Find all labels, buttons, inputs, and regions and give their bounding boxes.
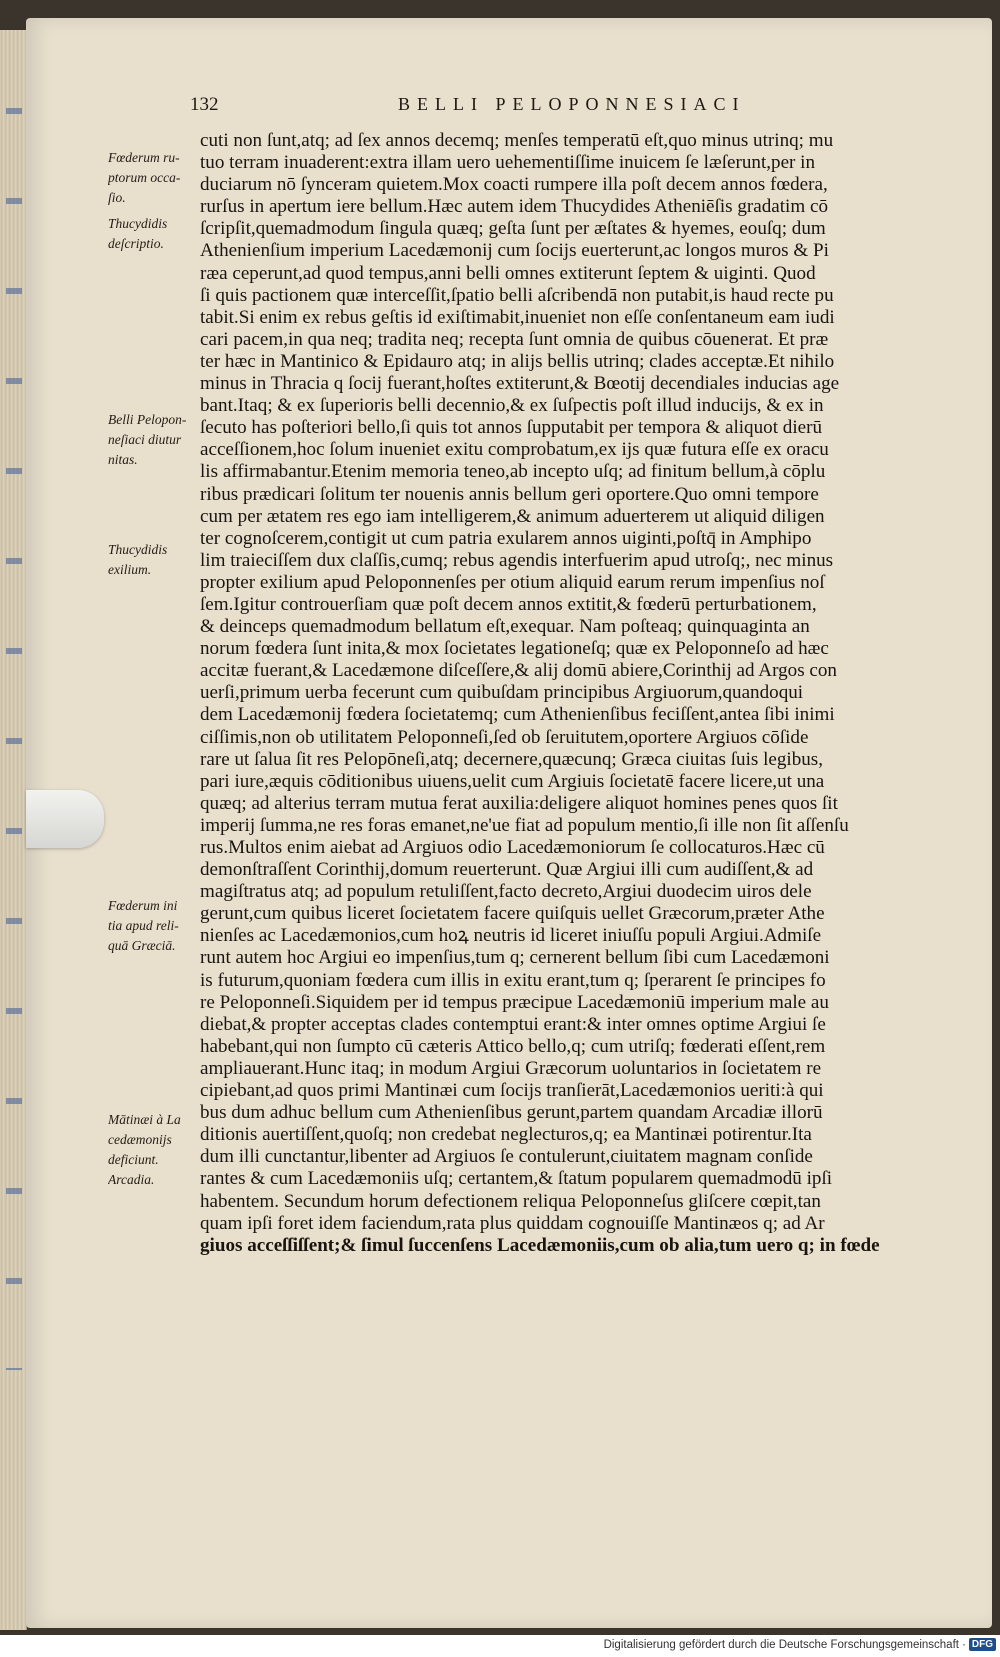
margin-note-line: Arcadia. <box>108 1172 155 1187</box>
margin-note-line: Fœderum ru- <box>108 150 180 165</box>
text-line: ribus prædicari ſolitum ter nouenis annis bellum geri oportere.Quo omni tempore <box>200 483 819 505</box>
text-line: Athenienſium imperium Lacedæmonij cum ſocijs euerterunt,ac longos muros & Pi <box>200 240 829 262</box>
dfg-logo: DFG <box>969 1638 996 1651</box>
book-fore-edge <box>0 30 27 1630</box>
text-line: gerunt,cum quibus liceret ſocietatem facere quiſquis uellet Græcorum,præter Athe <box>200 903 825 925</box>
margin-note <box>108 896 198 956</box>
text-line: quam ipſi foret idem faciendum,rata plus quiddam cognouiſſe Mantinæos q; ad Ar <box>200 1212 825 1234</box>
text-line: imperij ſumma,ne res foras emanet,ne'ue fiat ad populum mentio,ſi ille non ſit aſſenſu <box>200 814 849 836</box>
text-line: rantes & cum Lacedæmoniis uſq; certantem,& ſtatum popularem quemadmodū ipſi <box>200 1168 833 1190</box>
margin-note <box>108 214 198 254</box>
page-clip <box>26 790 104 848</box>
margin-note-line: deficiunt. <box>108 1152 159 1167</box>
margin-note-line: neſiaci diutur <box>108 432 182 447</box>
text-line: habebant,qui non ſumpto cū cæteris Attico bello,q; cum utriſq; fœderati eſſent,rem <box>200 1035 826 1057</box>
margin-note-line: Belli Pelopon- <box>108 412 187 427</box>
margin-note-line: ptorum occa- <box>108 170 181 185</box>
text-line: ampliauerant.Hunc itaq; in modum Argiui Græcorum uoluntarios in ſocietatem re <box>200 1057 822 1079</box>
text-line: cari pacem,in qua neq; tradita neq; recepta ſunt omnia de quibus cōuenerat. Et præ <box>200 328 829 350</box>
text-line: ſecuto has poſteriori bello,ſi quis tot annos ſupputabit per tempora & aliquot dierū <box>200 417 823 439</box>
text-line: bus dum adhuc bellum cum Athenienſibus gerunt,partem quandam Arcadiæ illorū <box>200 1102 823 1124</box>
text-line: rurſus in apertum iere bellum.Hæc autem idem Thucydides Atheniēſis gradatim cō <box>200 196 828 218</box>
text-line: duciarum nō ſynceram quietem.Mox coacti rumpere illa poſt decem annos fœdera, <box>200 174 828 196</box>
margin-note-line: ſio. <box>108 190 126 205</box>
text-line: diebat,& propter acceptas clades contemptui erant:& inter omnes optime Argiui ſe <box>200 1013 826 1035</box>
margin-note-line: tia apud reli- <box>108 918 179 933</box>
text-line: lis affirmabantur.Etenim memoria teneo,ab incepto uſq; ad finitum bellum,à cōplu <box>200 461 826 483</box>
margin-note <box>108 410 198 470</box>
text-line: acceſſionem,hoc ſolum inueniet exitu comprobatum,ex ijs quæ futura eſſe ex oracu <box>200 439 829 461</box>
text-line: ſi quis pactionem quæ interceſſit,ſpatio belli aſcribendā non putabit,is haud recte pu <box>200 284 834 306</box>
margin-note-line: nitas. <box>108 452 138 467</box>
text-line: cuti non ſunt,atq; ad ſex annos decemq; menſes temperatū eſt,quo minus utrinq; mu <box>200 130 834 151</box>
text-line: demonſtraſſent Corinthij,domum reuerterunt. Quæ Argiui illi cum audiſſent,& ad <box>200 859 814 881</box>
text-line: ciſſimis,non ob utilitatem Peloponneſi,ſed ob ſeruitutem,oportere Argiuos cōſide <box>200 726 809 748</box>
running-title: BELLI PELOPONNESIACI <box>398 94 746 114</box>
text-line: accitæ fuerant,& Lacedæmone diſceſſere,& alij domū abiere,Corinthij ad Argos con <box>200 660 837 682</box>
text-line: cipiebant,ad quos primi Mantinæi cum ſocijs tranſierāt,Lacedæmonios ueriti:à qui <box>200 1080 824 1102</box>
text-line: lim traieciſſem dux claſſis,cumq; rebus agendis interfuerim apud utroſq;, nec minus <box>200 549 834 571</box>
text-line: tabit.Si enim ex rebus geſtis id exiſtimabit,inueniet non eſſe conſentaneum eam iudi <box>200 306 835 328</box>
footer-credit: Digitalisierung gefördert durch die Deutsche Forschungsgemeinschaft · <box>603 1639 966 1651</box>
text-line: magiſtratus atq; ad populum retuliſſent,facto decreto,Argiui duodecim uiros dele <box>200 881 812 903</box>
margin-note <box>108 540 198 580</box>
text-line: is futurum,quoniam fœdera cum illis in exitu erant,tum q; ſperarent ſe principes fo <box>200 969 826 991</box>
footer-bar <box>0 1635 1000 1657</box>
running-head <box>190 94 990 118</box>
text-line: re Peloponneſi.Siquidem per id tempus præcipue Lacedæmoniū imperium male au <box>200 991 829 1013</box>
margin-note-line: Thucydidis <box>108 542 168 557</box>
text-line: rare ut ſalua ſit res Pelopōneſi,atq; decernere,quæcunq; Græca ciuitas ſuis legibus, <box>200 748 824 770</box>
text-line: giuos acceſſiſſent;& ſimul ſuccenſens Lacedæmoniis,cum ob alia,tum uero q; in fœde <box>200 1234 880 1256</box>
text-line: pari iure,æquis cōditionibus uiuens,uelit cum Argiuis ſocietatē facere licere,ut una <box>200 770 825 792</box>
margin-note-line: Mātinæi à La <box>108 1112 181 1127</box>
text-line: ſem.Igitur controuerſiam quæ poſt decem annos extitit,& fœderū perturbationem, <box>200 593 817 615</box>
margin-note <box>108 148 198 208</box>
text-line: ditionis auertiſſent,quoſq; non credebat neglecturos,q; ea Mantinæi potirentur.Ita <box>200 1124 812 1146</box>
text-line: norum fœdera ſunt inita,& mox ſocietates legationeſq; quæ ex Peloponneſo ad hæc <box>200 638 829 660</box>
text-line: dum illi cunctantur,libenter ad Argiuos ſe contulerunt,ciuitatem magnam conſide <box>200 1146 813 1168</box>
text-line: quæq; ad alterius terram mutua ferat auxilia:deligere aliquot homines penes quos ſit <box>200 792 838 814</box>
text-line: runt autem hoc Argiui eo impenſius,tum q; cernerent bellum ſibi cum Lacedæmoni <box>200 947 830 969</box>
margin-note-line: Fœderum ini <box>108 898 178 913</box>
text-line: ter hæc in Mantinico & Epidauro atq; in alijs bellis utrinq; clades acceptæ.Et nihilo <box>200 350 835 372</box>
margin-note-line: cedæmonijs <box>108 1132 172 1147</box>
text-line: ræa ceperunt,ad quod tempus,anni belli omnes extiterunt ſeptem & uiginti. Quod <box>200 262 816 284</box>
folio-number: 132 <box>190 94 219 115</box>
binding-marks <box>6 70 22 1370</box>
margin-note-line: quā Græciā. <box>108 938 176 953</box>
text-line: propter exilium apud Peloponnenſes per otium aliquid earum rerum impenſius noſ <box>200 571 825 593</box>
text-line: bant.Itaq; & ex ſuperioris belli decennio,& ex ſuſpectis poſt illud inducijs, & ex in <box>200 395 824 417</box>
margin-note-line: exilium. <box>108 562 152 577</box>
body-text <box>200 130 962 1257</box>
text-line: rus.Multos enim aiebat ad Argiuos odio Lacedæmoniorum ſe collocaturos.Hæc cū <box>200 837 825 858</box>
text-line: minus in Thracia q ſocij fuerant,hoſtes extiterunt,& Bœotij decendiales inducias age <box>200 373 840 395</box>
text-line: ter cognoſcerem,contigit ut cum patria exularem annos uiginti,poſtq̄ in Amphipo <box>200 527 812 549</box>
margin-note <box>108 1110 198 1190</box>
text-line: cum per ætatem res ego iam intelligerem,& animum aduerterem ut aliquid diligen <box>200 505 825 527</box>
text-line: nienſes ac Lacedæmonios,cum hoꝝ neutris id liceret iniuſſu populi Argiui.Admiſe <box>200 925 822 947</box>
text-line: dem Lacedæmonij fœdera ſocietatemq; cum Athenienſibus feciſſent,antea ſibi inimi <box>200 704 835 726</box>
margin-note-line: Thucydidis <box>108 216 168 231</box>
text-line: ſcripſit,quemadmodum ſingula quæq; geſta ſunt per æſtates & hyemes, eouſq; dum <box>200 218 826 240</box>
margin-note-line: deſcriptio. <box>108 236 164 251</box>
text-line: & deinceps quemadmodum bellatum eſt,exequar. Nam poſteaq; quinquaginta an <box>200 616 810 638</box>
text-line: uerſi,primum uerba fecerunt cum quibuſdam principibus Argiuorum,quandoqui <box>200 682 804 704</box>
text-line: tuo terram inuaderent:extra illam uero uehementiſſime inuicem ſe læſerunt,per in <box>200 152 816 174</box>
text-line: habentem. Secundum horum defectionem reliqua Peloponneſus gliſcere cœpit,tan <box>200 1190 821 1212</box>
